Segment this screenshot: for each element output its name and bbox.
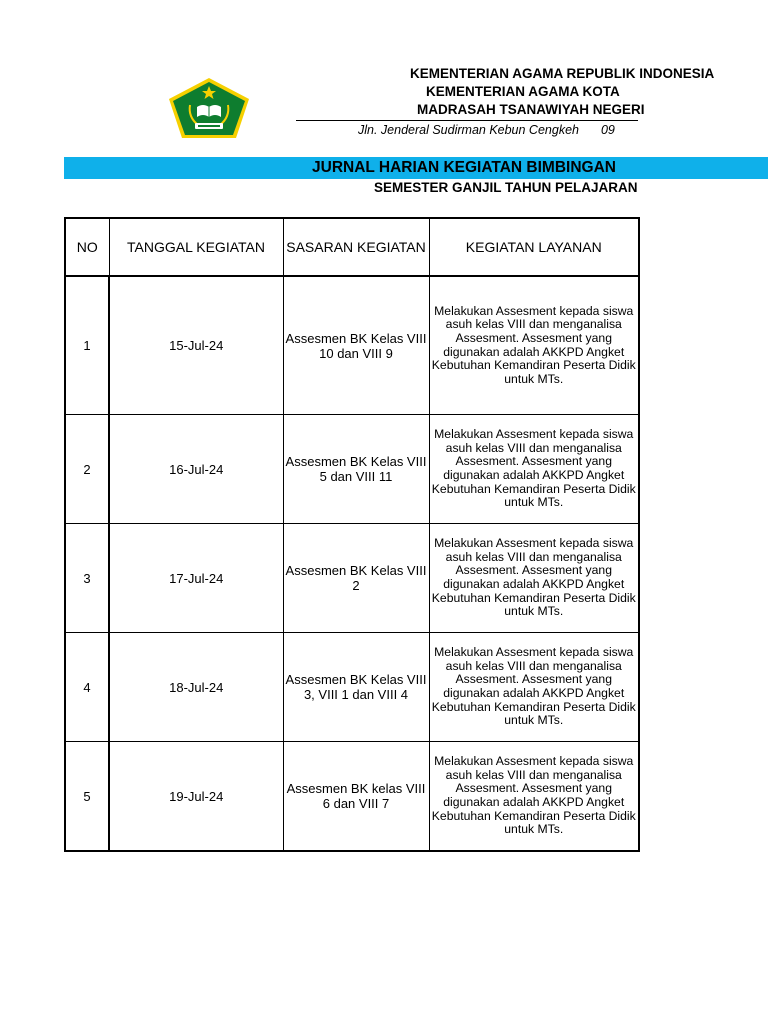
cell-layanan: Melakukan Assesment kepada siswa asuh kelas VIII dan menganalisa Assesment. Assesment yang digunakan adalah AKKPD Angket Kebutuhan Kemandiran Peserta Didik untuk MTs. <box>429 276 639 415</box>
cell-layanan: Melakukan Assesment kepada siswa asuh kelas VIII dan menganalisa Assesment. Assesment yang digunakan adalah AKKPD Angket Kebutuhan Kemandiran Peserta Didik untuk MTs. <box>429 742 639 852</box>
cell-sasaran: Assesmen BK Kelas VIII 10 dan VIII 9 <box>283 276 429 415</box>
table-row <box>65 742 639 852</box>
document-title: JURNAL HARIAN KEGIATAN BIMBINGAN <box>312 159 616 176</box>
table-row <box>65 524 639 633</box>
cell-tanggal: 19-Jul-24 <box>109 742 283 852</box>
address-street: Jln. Jenderal Sudirman Kebun Cengkeh <box>358 123 579 137</box>
table-row <box>65 415 639 524</box>
cell-no: 1 <box>65 276 109 415</box>
letterhead-city-office: KEMENTERIAN AGAMA KOTA <box>426 84 620 99</box>
address-number: 09 <box>600 123 615 137</box>
cell-sasaran: Assesmen BK kelas VIII 6 dan VIII 7 <box>283 742 429 852</box>
table-header-row <box>65 218 639 276</box>
cell-no: 2 <box>65 415 109 524</box>
cell-layanan: Melakukan Assesment kepada siswa asuh kelas VIII dan menganalisa Assesment. Assesment yang digunakan adalah AKKPD Angket Kebutuhan Kemandiran Peserta Didik untuk MTs. <box>429 633 639 742</box>
letterhead-divider <box>296 120 638 121</box>
header-sasaran: SASARAN KEGIATAN <box>283 218 429 276</box>
cell-sasaran: Assesmen BK Kelas VIII 2 <box>283 524 429 633</box>
letterhead-school-name: MADRASAH TSANAWIYAH NEGERI <box>417 102 645 117</box>
document-subtitle: SEMESTER GANJIL TAHUN PELAJARAN <box>374 180 638 195</box>
letterhead-address <box>358 122 638 138</box>
journal-table <box>64 217 640 852</box>
table-row <box>65 633 639 742</box>
header-tanggal: TANGGAL KEGIATAN <box>109 218 283 276</box>
header-layanan: KEGIATAN LAYANAN <box>429 218 639 276</box>
cell-no: 4 <box>65 633 109 742</box>
kementerian-agama-logo-icon <box>168 77 250 139</box>
cell-no: 5 <box>65 742 109 852</box>
cell-sasaran: Assesmen BK Kelas VIII 3, VIII 1 dan VIII 4 <box>283 633 429 742</box>
cell-no: 3 <box>65 524 109 633</box>
header-no: NO <box>65 218 109 276</box>
cell-layanan: Melakukan Assesment kepada siswa asuh kelas VIII dan menganalisa Assesment. Assesment yang digunakan adalah AKKPD Angket Kebutuhan Kemandiran Peserta Didik untuk MTs. <box>429 415 639 524</box>
table-row <box>65 276 639 415</box>
letterhead-ministry: KEMENTERIAN AGAMA REPUBLIK INDONESIA <box>410 66 715 81</box>
cell-tanggal: 17-Jul-24 <box>109 524 283 633</box>
cell-tanggal: 15-Jul-24 <box>109 276 283 415</box>
cell-tanggal: 18-Jul-24 <box>109 633 283 742</box>
cell-tanggal: 16-Jul-24 <box>109 415 283 524</box>
cell-layanan: Melakukan Assesment kepada siswa asuh kelas VIII dan menganalisa Assesment. Assesment yang digunakan adalah AKKPD Angket Kebutuhan Kemandiran Peserta Didik untuk MTs. <box>429 524 639 633</box>
cell-sasaran: Assesmen BK Kelas VIII 5 dan VIII 11 <box>283 415 429 524</box>
